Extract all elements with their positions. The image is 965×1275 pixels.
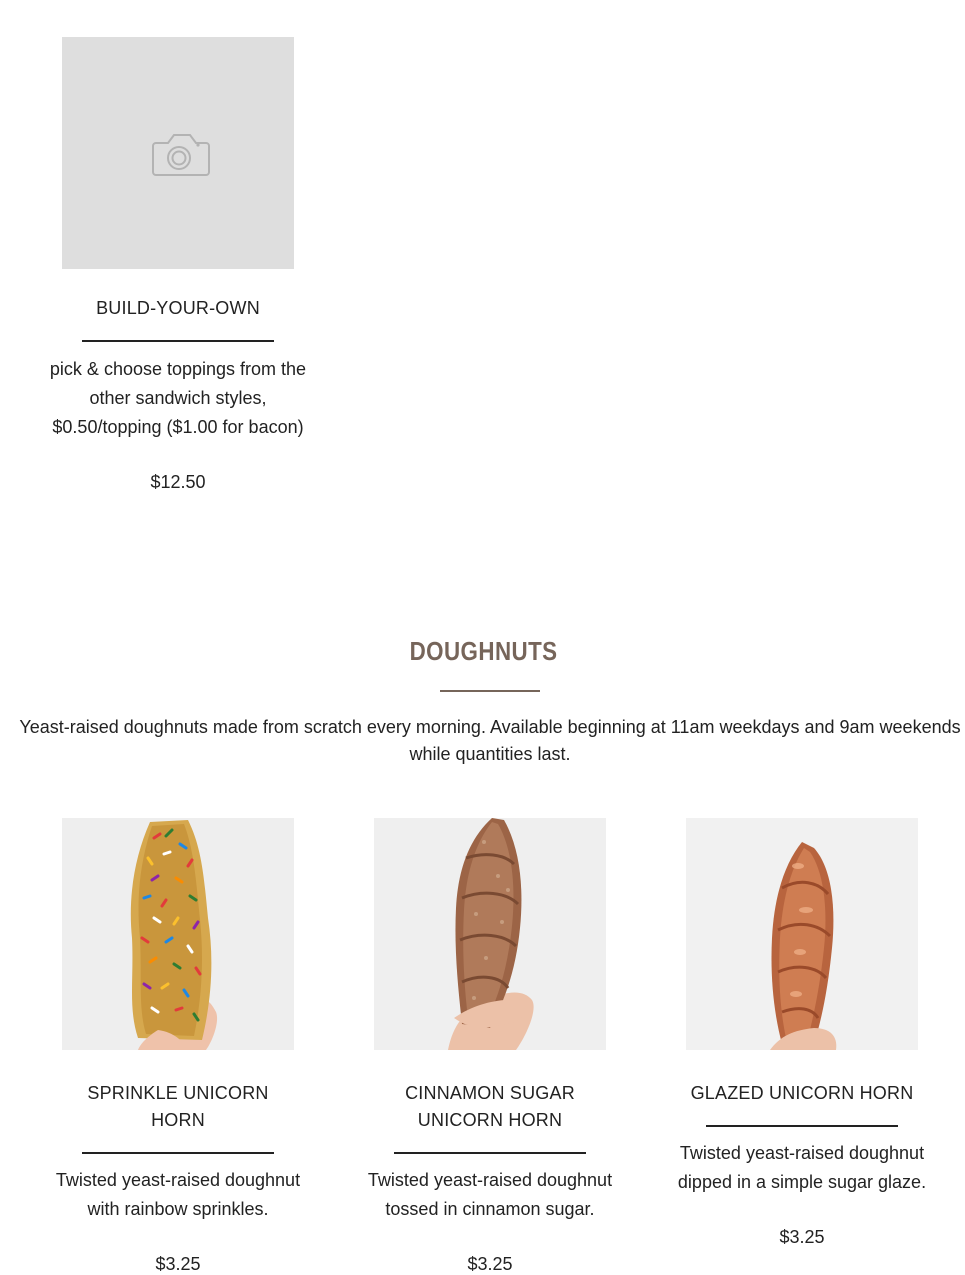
item-image-placeholder xyxy=(62,37,294,269)
item-price: $3.25 xyxy=(467,1254,513,1274)
item-photo-cinnamon-doughnut xyxy=(374,818,606,1050)
glazed-doughnut-illustration xyxy=(686,818,918,1050)
sprinkle-doughnut-illustration xyxy=(62,818,294,1050)
camera-icon xyxy=(62,37,294,269)
item-divider xyxy=(82,340,274,342)
item-photo-sprinkle-doughnut xyxy=(62,818,294,1050)
section-title: DOUGHNUTS xyxy=(409,636,558,666)
cinnamon-doughnut-illustration xyxy=(374,818,606,1050)
menu-item-cinnamon-sugar-unicorn-horn xyxy=(334,818,646,1275)
section-divider xyxy=(440,690,540,692)
item-photo-glazed-doughnut xyxy=(686,818,918,1050)
item-price: $12.50 xyxy=(150,472,206,492)
item-name: BUILD-YOUR-OWN xyxy=(96,298,260,318)
menu-item-sprinkle-unicorn-horn xyxy=(22,818,334,1275)
item-description: Twisted yeast-raised doughnut dipped in a simple sugar glaze. xyxy=(677,1143,927,1192)
item-price: $3.25 xyxy=(779,1227,825,1247)
item-name: CINNAMON SUGAR UNICORN HORN xyxy=(405,1083,575,1130)
item-description: Twisted yeast-raised doughnut with rainbow sprinkles. xyxy=(55,1170,301,1219)
item-name: SPRINKLE UNICORN HORN xyxy=(87,1083,269,1130)
item-description: Twisted yeast-raised doughnut tossed in cinnamon sugar. xyxy=(367,1170,613,1219)
item-divider xyxy=(82,1152,274,1154)
item-divider xyxy=(394,1152,586,1154)
item-name: GLAZED UNICORN HORN xyxy=(690,1083,914,1103)
menu-item-build-your-own xyxy=(22,37,334,493)
section-description: Yeast-raised doughnuts made from scratch every morning. Available beginning at 11am weekdays and 9am weekends while quantities last. xyxy=(19,717,961,764)
item-divider xyxy=(706,1125,898,1127)
item-price: $3.25 xyxy=(155,1254,201,1274)
menu-item-glazed-unicorn-horn xyxy=(646,818,958,1248)
item-description: pick & choose toppings from the other sandwich styles, $0.50/topping ($1.00 for bacon) xyxy=(49,359,307,437)
